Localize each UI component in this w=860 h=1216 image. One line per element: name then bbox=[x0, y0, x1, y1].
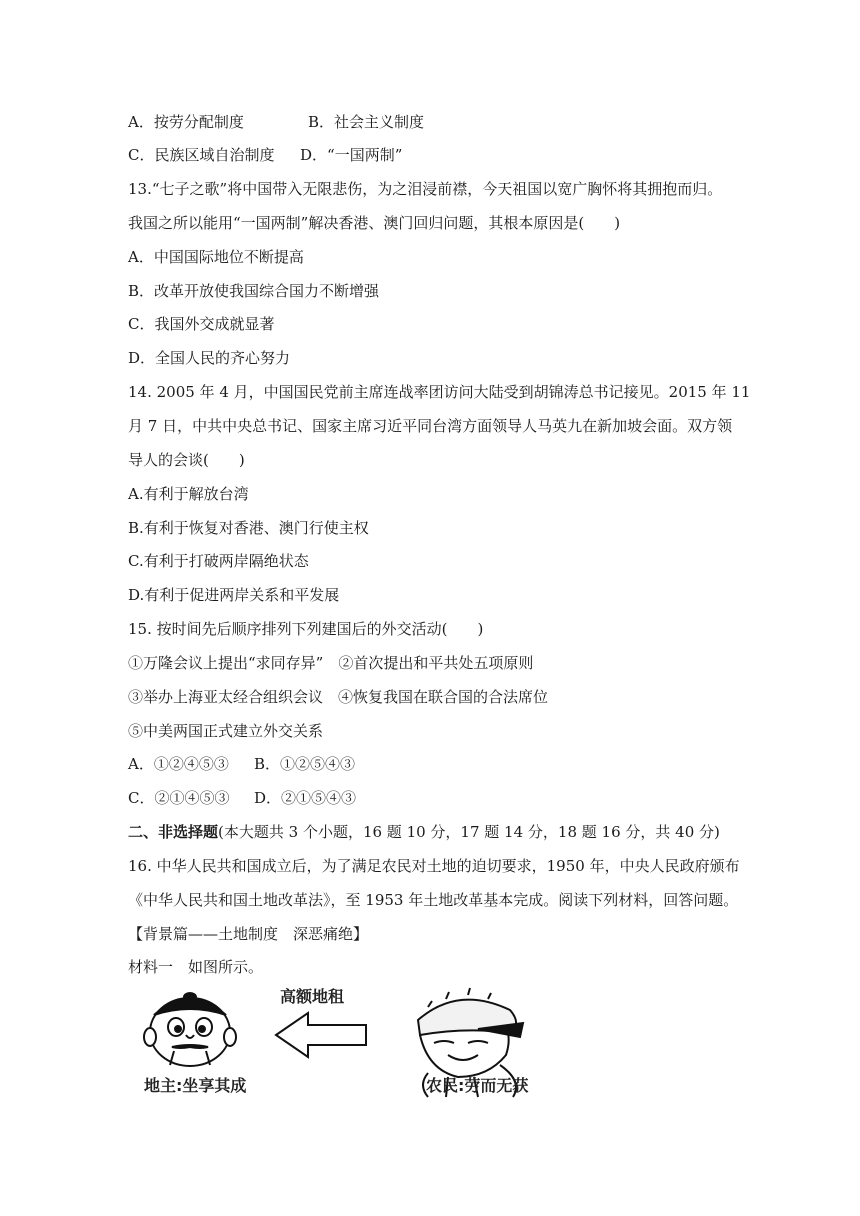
q15-option-d: D．②①⑤④③ bbox=[254, 789, 357, 807]
q13-stem-line2: 我国之所以能用“一国两制”解决香港、澳门回归问题，其根本原因是( ) bbox=[128, 214, 621, 232]
q15-items-line3: ⑤中美两国正式建立外交关系 bbox=[128, 722, 324, 740]
q14-stem-line2: 月 7 日，中共中央总书记、国家主席习近平同台湾方面领导人马英九在新加坡会面。双方领 bbox=[128, 417, 733, 435]
q16-stem-line2: 《中华人民共和国土地改革法》，至 1953 年土地改革基本完成。阅读下列材料，回答问题。 bbox=[128, 891, 739, 909]
q15-items-line2: ③举办上海亚太经合组织会议 ④恢复我国在联合国的合法席位 bbox=[128, 688, 549, 706]
q12-option-d: D．“一国两制” bbox=[300, 146, 403, 164]
left-arrow-icon bbox=[276, 1013, 366, 1057]
peasant-caption: 农民:劳而无获 bbox=[426, 1076, 529, 1095]
section2-heading bbox=[128, 821, 720, 843]
q16-material-label: 材料一 如图所示。 bbox=[128, 958, 264, 976]
q15-option-c: C．②①④⑤③ bbox=[128, 789, 230, 807]
landlord-figure bbox=[144, 993, 236, 1066]
q16-section-heading: 【背景篇——土地制度 深恶痛绝】 bbox=[128, 925, 369, 943]
q13-stem-line1: 13.“七子之歌”将中国带入无限悲伤，为之泪浸前襟，今天祖国以宽广胸怀将其拥抱而归。 bbox=[128, 180, 723, 198]
q13-option-d: D．全国人民的齐心努力 bbox=[128, 349, 291, 367]
landlord-caption: 地主:坐享其成 bbox=[144, 1076, 247, 1095]
q12-options-row2 bbox=[128, 144, 403, 166]
q15-options-row1 bbox=[128, 753, 356, 775]
q12-option-b: B．社会主义制度 bbox=[308, 113, 425, 131]
q15-items-line1: ①万隆会议上提出“求同存异” ②首次提出和平共处五项原则 bbox=[128, 654, 534, 672]
q15-options-row2 bbox=[128, 787, 357, 809]
q12-option-a: A．按劳分配制度 bbox=[128, 113, 244, 131]
q13-option-a: A．中国国际地位不断提高 bbox=[128, 248, 304, 266]
section2-title: 二、非选择题 bbox=[128, 823, 219, 841]
q14-option-c: C.有利于打破两岸隔绝状态 bbox=[128, 552, 309, 570]
q14-option-b: B.有利于恢复对香港、澳门行使主权 bbox=[128, 519, 369, 537]
q13-option-b: B．改革开放使我国综合国力不断增强 bbox=[128, 282, 380, 300]
q14-stem-line1: 14. 2005 年 4 月，中国国民党前主席连战率团访问大陆受到胡锦涛总书记接见。2015 年 11 bbox=[128, 383, 751, 401]
q15-stem: 15. 按时间先后顺序排列下列建国后的外交活动( ) bbox=[128, 620, 484, 638]
q15-option-b: B．①②⑤④③ bbox=[254, 755, 356, 773]
section2-note: (本大题共 3 个小题，16 题 10 分，17 题 14 分，18 题 16 分，共 40 分) bbox=[218, 823, 720, 841]
q12-options-row1 bbox=[128, 111, 425, 133]
q12-option-c: C．民族区域自治制度 bbox=[128, 146, 275, 164]
arrow-label: 高额地租 bbox=[280, 987, 345, 1006]
q13-option-c: C．我国外交成就显著 bbox=[128, 315, 275, 333]
q16-stem-line1: 16. 中华人民共和国成立后，为了满足农民对土地的迫切要求，1950 年，中央人民政府颁布 bbox=[128, 857, 740, 875]
q14-option-d: D.有利于促进两岸关系和平发展 bbox=[128, 586, 340, 604]
q15-option-a: A．①②④⑤③ bbox=[128, 755, 229, 773]
q14-stem-line3: 导人的会谈( ) bbox=[128, 451, 245, 469]
landlord-peasant-cartoon bbox=[128, 985, 558, 1100]
q14-option-a: A.有利于解放台湾 bbox=[128, 485, 249, 503]
